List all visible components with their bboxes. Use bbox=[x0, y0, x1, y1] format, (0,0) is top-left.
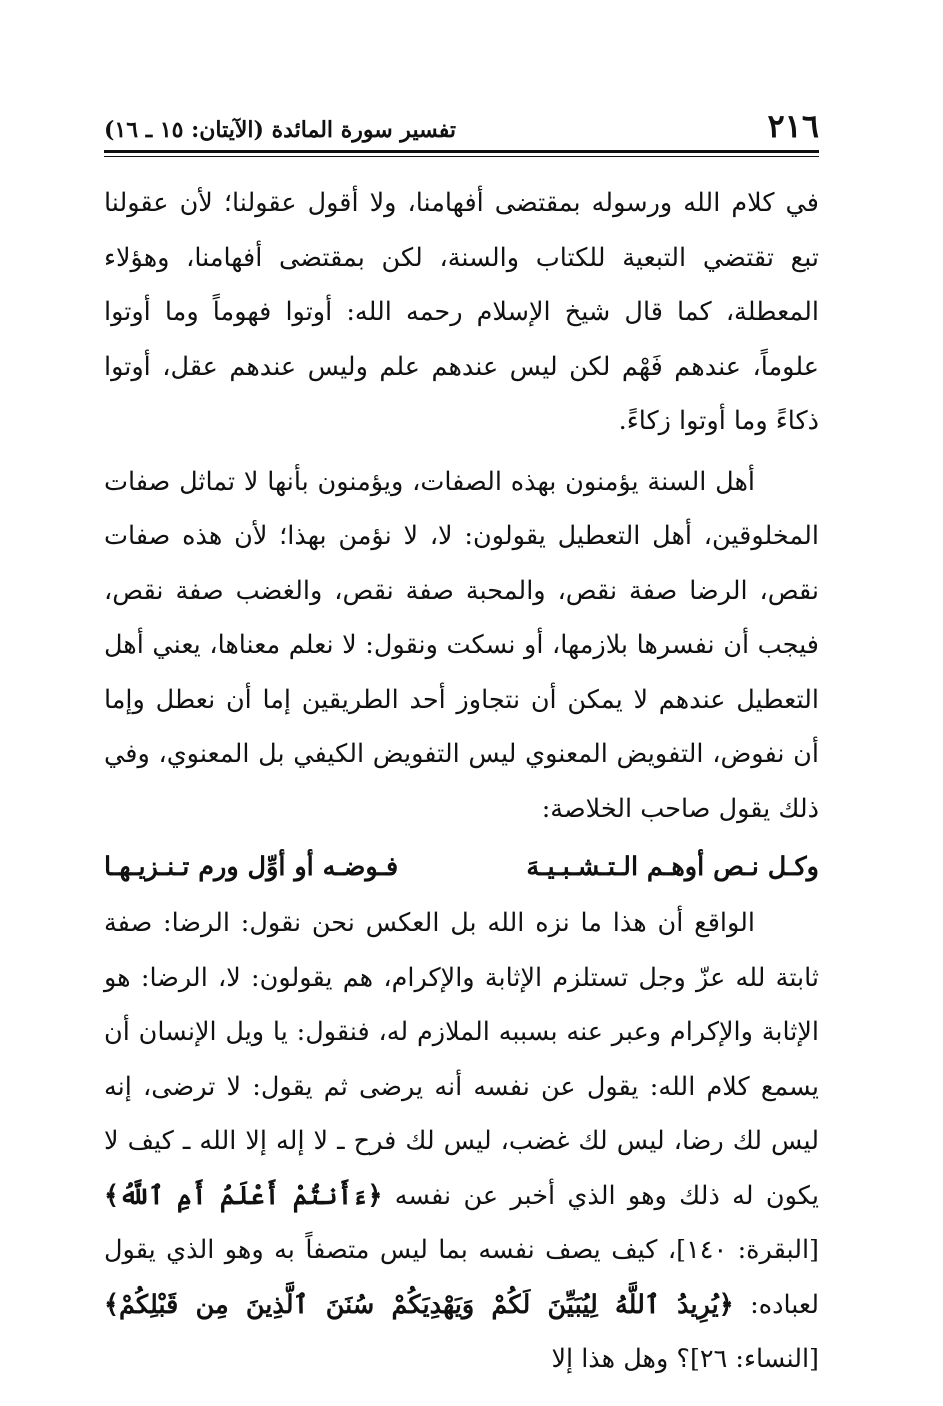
paragraph-3 bbox=[104, 896, 819, 1387]
paragraph-3-text-b: [البقرة: ١٤٠]، كيف يصف نفسه بما ليس متصفاً به وهو الذي يقول لعباده: bbox=[104, 1235, 820, 1320]
page-number: ٢١٦ bbox=[767, 107, 819, 145]
header-rule-thick bbox=[104, 150, 819, 153]
header-rule-thin bbox=[104, 156, 819, 157]
quran-quote-baqarah: ﴿ءَأَنتُمْ أَعْلَمُ أَمِ ٱللَّهُ﴾ bbox=[104, 1180, 383, 1211]
paragraph-3-text-c: [النساء: ٢٦]؟ وهل هذا إلا bbox=[551, 1344, 819, 1374]
verse-first-hemistich: وكـل نـص أوهـم الـتـشـبـيـهَ bbox=[526, 852, 819, 882]
paragraph-1: في كلام الله ورسوله بمقتضى أفهامنا، ولا أقول عقولنا؛ لأن عقولنا تبع تقتضي التبعية للكتاب والسنة، لكن بمقتضى أفهامنا، وهؤلاء المعطلة، كما قال شيخ الإسلام رحمه الله: أوتوا فهوماً وما أوتوا علوماً، عندهم فَهْم لكن ليس عندهم علم وليس عندهم عقل، أوتوا ذكاءً وما أوتوا زكاءً. bbox=[104, 188, 819, 436]
quran-quote-nisa: ﴿يُرِيدُ ٱللَّهُ لِيُبَيِّنَ لَكُمْ وَيَهْدِيَكُمْ سُنَنَ ٱلَّذِينَ مِن قَبْلِكُمْ﴾ bbox=[104, 1289, 734, 1320]
paragraph-3-text-a: الواقع أن هذا ما نزه الله بل العكس نحن نقول: الرضا: صفة ثابتة لله عزّ وجل تستلزم الإثابة والإكرام، هم يقولون: لا، الرضا: هو الإثابة والإكرام وعبر عنه بسببه الملازم له، فنقول: يا ويل الإنسان أن يسمع كلام الله: يقول عن نفسه أنه يرضى ثم يقول: لا ترضى، إنه ليس لك رضا، ليس لك غضب، ليس لك فرح ـ لا إله إلا الله ـ كيف لا يكون له ذلك وهو الذي أخبر عن نفسه bbox=[104, 908, 819, 1211]
verse-second-hemistich: فـوضـه أو أوِّل ورم تـنـزيـهـا bbox=[104, 852, 399, 882]
poetry-verse bbox=[104, 838, 819, 896]
paragraph-2: أهل السنة يؤمنون بهذه الصفات، ويؤمنون بأنها لا تماثل صفات المخلوقين، أهل التعطيل يقولون: لا، لا نؤمن بهذا؛ لأن هذه صفات نقص، الرضا صفة نقص، والمحبة صفة نقص، والغضب صفة نقص، فيجب أن نفسرها بلازمها، أو نسكت ونقول: لا نعلم معناها، يعني أهل التعطيل عندهم لا يمكن أن نتجاوز أحد الطريقين إما أن نعطل وإما أن نفوض، التفويض المعنوي ليس التفويض الكيفي بل المعنوي، وفي ذلك يقول صاحب الخلاصة: bbox=[104, 466, 819, 824]
page-header bbox=[104, 100, 819, 146]
body-text bbox=[104, 176, 819, 1387]
running-title: تفسير سورة المائدة (الآيتان: ١٥ ـ ١٦) bbox=[104, 117, 456, 143]
